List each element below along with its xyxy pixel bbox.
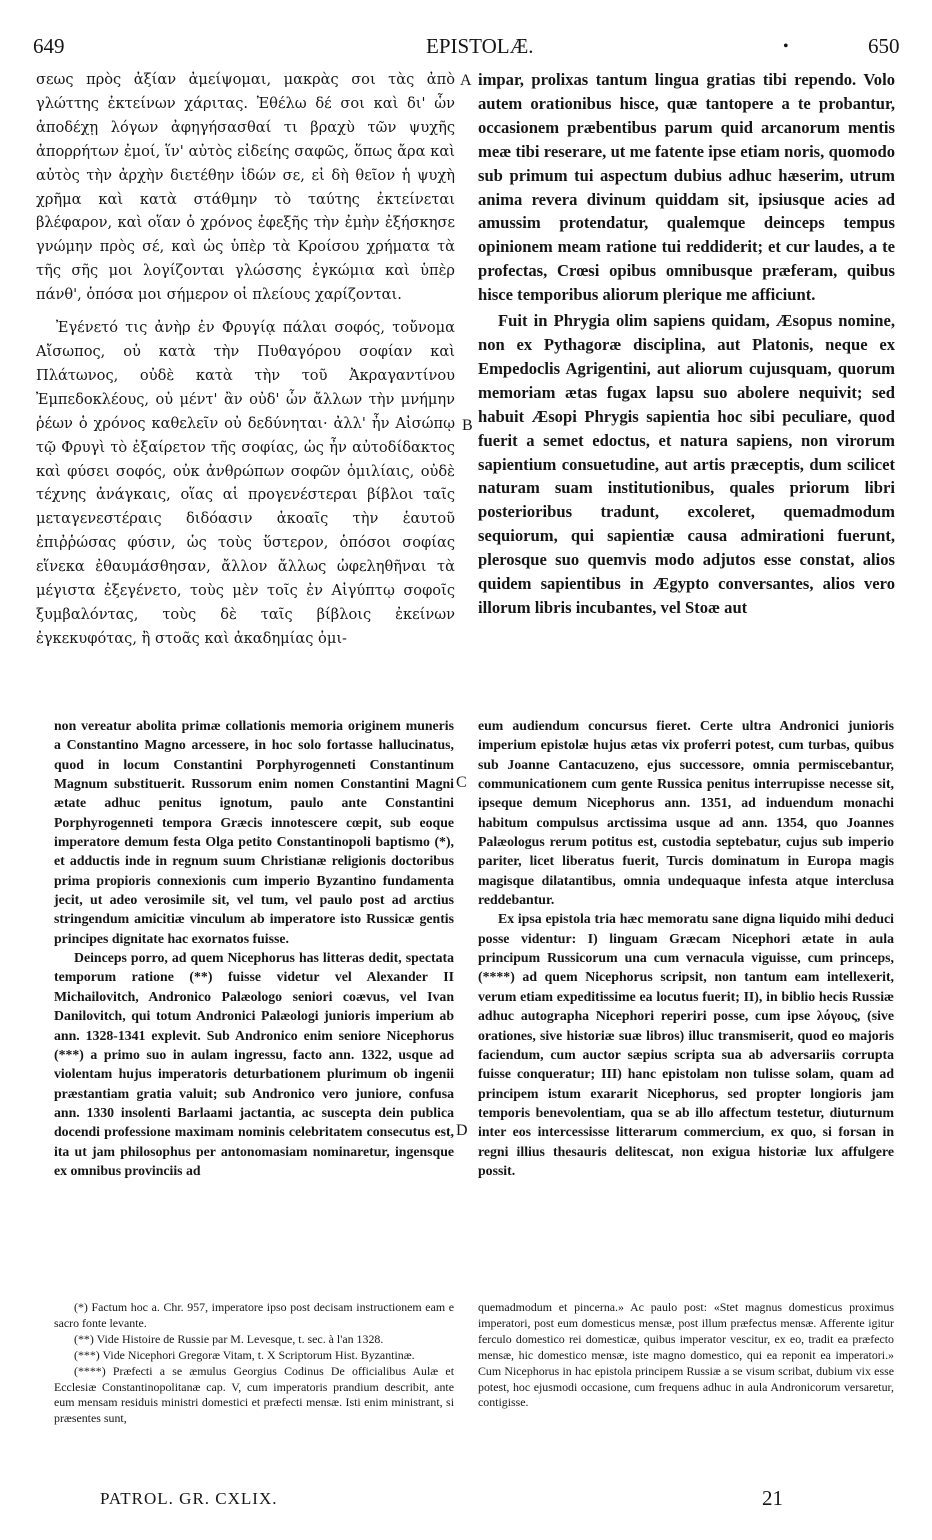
footnote-3: (***) Vide Nicephori Gregoræ Vitam, t. X Scriptorum Hist. Byzantinæ. — [74, 1347, 415, 1362]
margin-marker-d: D — [456, 1122, 468, 1139]
commentary-right-paragraph-1: eum audiendum concursus fieret. Certe ultra Andronici junioris imperium epistolæ hujus ætas vix proferri potest, cum turbas, quibus sub Joanne Cantacuzeno, ejus successore, omnia permiscebantur, communicationem cum gente Russica penitus interrupisse necesse sit, ipseque demum Nicephorus ann. 1351, ad induendum monachi habitum compulsus arctissima usque ad ann. 1354, quo Joannes Palæologus rerum potitus est, custodia septebatur, cujus sub imperio pariter, licet liberatus fuerit, Turcis dominatum in Europa magis magisque dilatantibus, omnia undequaque infesta atque interclusa reddebantur. — [478, 718, 894, 908]
ornament-mark: • — [783, 38, 789, 55]
footnote-continuation: quemadmodum et pincerna.» Ac paulo post: «Stet magnus domesticus proximus imperatori, post eum domesticus mensæ, post illum præfectus mensæ. Afferente igitur ferculo domestico rei domesticæ, quibus imperator vescitur, ex eo, tradit ea præfecto mensæ, hic domestico mensæ, iste magno domestico, qui ea reponit ea imperatori.» Cum Nicephorus in hac epistola principem Russiæ a se visum scribat, dubium vix esse potest, hoc ejusmodi occasione, cum frequens adhuc in aula Andronicorum versaretur, contigisse. — [478, 1300, 894, 1410]
commentary-left-paragraph-1: non vereatur abolita primæ collationis memoria originem muneris a Constantino Magno arcessere, in hoc solo fortasse hallucinatus, quod in locum Constantini Porphyrogenneti Constantinum Magnum substituerit. Russorum enim nomen Constantini Magni ætate adhuc penitus ignotum, paulo ante Constantini Porphyrogenneti tempora Græcis innotescere cœpit, sub eoque imperatore demum festa Olga petito Constantinopoli baptismo (*), et adductis inde in regnum suum Christianæ religionis doctoribus prima propioris connexionis cum imperio Byzantino fundamenta jecit, ut adeo verosimile sit, vel tum, vel paulo post ad arctius stringendum amicitiæ vinculum ab imperatore isto Russicæ gentis principes dignitate hac exornatos fuisse. — [54, 718, 454, 946]
commentary-right-paragraph-2: Ex ipsa epistola tria hæc memoratu sane digna liquido mihi deduci posse videntur: I) linguam Græcam Nicephori ætate in aula principum Russicorum una cum vernacula viguisse, cum princeps, (****) ad quem Nicephorus scripsit, non tantum eam intellexerit, verum etiam expeditissime ea locutus fuerit; II), in biblio hecis Russiæ adhuc autographa Nicephori reperiri posse, cum ipse λόγους, (sive orationes, sive historiæ suæ libros) illuc transmiserit, quod eo majoris faciendum, cum auctor sæpius scripta sua ab adversariis corrupta fuisse conqueratur; III) hanc epistolam non tulisse solam, quam ad principem istum exararit Nicephorus, sed propter longioris jam temporis benevolentiam, qua se ab illo affectum testetur, diuturnum inter eos intercessisse litterarum commercium, ex quo, si forsan in regni illius thesauris delitescat, non exigua historiæ lux affulgere possit. — [478, 911, 894, 1178]
margin-marker-b: B — [462, 417, 473, 434]
patrology-volume-label: PATROL. GR. CXLIX. — [100, 1489, 278, 1508]
footnote-right — [478, 1300, 894, 1411]
footnote-1: (*) Factum hoc a. Chr. 957, imperatore ipso post decisam instructionem eam e sacro fonte levante. — [54, 1300, 454, 1330]
commentary-left-column — [54, 716, 454, 1180]
greek-paragraph-1: σεως πρὸς ἀξίαν ἀμείψομαι, μακρὰς σοι τὰς ἀπὸ γλώττης ἐκτείνων χάριτας. Ἐθέλω δέ σοι καὶ δι' ὧν ἀποδέχῃ λόγων ἀφηγήσασθαί τι βραχὺ τῶν ψυχῆς ἀπορρήτων ἐμοί, ἵν' αὐτὸς εἰδείης σαφῶς, ὅπως ἄρα καὶ αὐτὸς τὴν ἀρχὴν διετέθην ἰδών σε, εἰ δὴ θεῖον ἡ ψυχὴ χρῆμα καὶ κατὰ στάθμην τὸ ταύτης ἐκτείνεται βλέφαρον, καὶ οἵαν ὁ χρόνος ἐφεξῆς τὴν ἐμὴν ἐξήσκησε γνώμην πρὸς σέ, καὶ ὡς ὑπὲρ τὰ Κροίσου χρήματα τὰ τῆς σῆς μοι λογίζονται γλώσσης ἐγκώμια καὶ ὑπὲρ πάνθ', ὁπόσα μοι σήμερον οἱ πλείους χαρίζονται. — [36, 71, 455, 304]
margin-marker-c: C — [456, 774, 467, 791]
footnote-4: (****) Præfecti a se æmulus Georgius Codinus De officialibus Aulæ et Ecclesiæ Constantinopolitanæ cap. V, cum imperatoris prandium describit, ante eum mensam residuis ministri domestici et præfecti mensæ. Isti enim ministrant, si præsentes sunt, — [54, 1363, 454, 1426]
footnotes-left — [54, 1300, 454, 1427]
right-column-number: 650 — [868, 34, 900, 58]
latin-paragraph-2: Fuit in Phrygia olim sapiens quidam, Æsopus nomine, non ex Pythagoræ disciplina, aut Platonis, neque ex Empedoclis Agrigentini, aut aliorum cujusquam, quorum memoriam ætas fugax lapsu suo abolere nequivit; sed habuit Æsopi Phrygis sapientia hoc sibi peculiare, quod fuerit a semet edoctus, et natura sapiens, non virorum sapientium consuetudine, aut artis præceptis, dum scilicet naturam suam institutionibus, quales priorum libri posterioribus tradunt, excoleret, quemadmodum sequiorum, qui sapientiæ causa admirationi fuerunt, plerosque suo quemvis modo adjutos esse constat, alios quidem sapientibus in Ægypto conversantes, alios vero illorum libris incubantes, vel Stoæ aut — [478, 311, 895, 617]
latin-translation-column — [478, 68, 895, 620]
commentary-left-paragraph-2: Deinceps porro, ad quem Nicephorus has litteras dedit, spectata temporum ratione (**) fuisse videtur vel Alexander II Michailovitch, Andronico Palæologo seniori coævus, vel Ivan Danilovitch, qui totum Andronici Palæologi junioris imperium ab ann. 1328-1341 explevit. Sub Andronico enim seniore Nicephorus (***) a primo suo in aulam ingressu, facto ann. 1322, usque ad violentam hujus imperatoris deturbationem plurimum ob ingenii præstantiam gratia valuit; sub Andronico vero juniore, confusa ann. 1330 insolenti Barlaami jactantia, ac suscepta dein publica docendi professione maximam nominis celebritatem consecutus est, ita ut jam philosophus per antonomasiam nominaretur, ingensque ex omnibus provinciis ad — [54, 950, 454, 1178]
greek-paragraph-2: Ἐγένετό τις ἀνὴρ ἐν Φρυγίᾳ πάλαι σοφός, τοὔνομα Αἴσωπος, οὐ κατὰ τὴν Πυθαγόρου σοφίαν καὶ Πλάτωνος, οὐδὲ κατὰ τὴν τοῦ Ἀκραγαντίνου Ἐμπεδοκλέους, οὐ μέντ' ἂν οὐδ' ὧν ἄλλων τὴν μνήμην ῥέων ὁ χρόνος καθελεῖν οὐ δεδύνηται· ἀλλ' ἦν Αἰσώπῳ τῷ Φρυγὶ τὸ ἐξαίρετον τῆς σοφίας, ὡς ἦν αὐτοδίδακτος καὶ φύσει σοφός, οὐκ ἀνθρώπων σοφῶν ὁμιλίαις, οὐδὲ τέχνης ἀνάγκαις, οἵας αἱ προγενέστεραι βίβλοι ταῖς μεταγενεστέραις διδόασιν ἀκοαῖς τὴν ἑαυτοῦ ἐπιῤῥώσας φύσιν, ὡς τοὺς ὕστερον, ὁπόσοι σοφίας εἵνεκα ἐθαυμάσθησαν, ἄλλον ἄλλως ὠφεληθῆναι τὰ μέγιστα ἐξεγένετο, τοὺς μὲν τοῖς ἐν Αἰγύπτῳ σοφοῖς ξυμβαλόντας, τοὺς δὲ ταῖς βίβλοις ἐκείνων ἐγκεκυφότας, ἢ στοᾶς καὶ ἀκαδημίας ὁμι- — [36, 319, 455, 647]
margin-marker-a: A — [460, 72, 472, 89]
greek-text-column — [36, 68, 455, 651]
left-column-number: 649 — [33, 34, 65, 58]
latin-paragraph-1: impar, prolixas tantum lingua gratias tibi rependo. Volo autem orationibus hisce, quæ tantopere a te probantur, occasionem præbentibus parum quid arcanorum mentis meæ tibi reserare, ut me fatente ipse etiam noris, quomodo sub primum tui aspectum dubius adhuc hæserim, utrum anima revera divinum quiddam sit, ipsiusque acies ad amussim protendatur, qualemque deinceps tempus opinionem meam ratione tui reddiderit; et cur laudes, a te profectas, Crœsi opibus omnibusque præferam, quibus hisce temporibus aliorum plerique me afficiunt. — [478, 70, 895, 305]
signature-number: 21 — [762, 1486, 783, 1510]
commentary-right-column — [478, 716, 894, 1180]
footnote-2: (**) Vide Histoire de Russie par M. Levesque, t. sec. à l'an 1328. — [74, 1331, 384, 1346]
running-title: EPISTOLÆ. — [426, 34, 534, 58]
